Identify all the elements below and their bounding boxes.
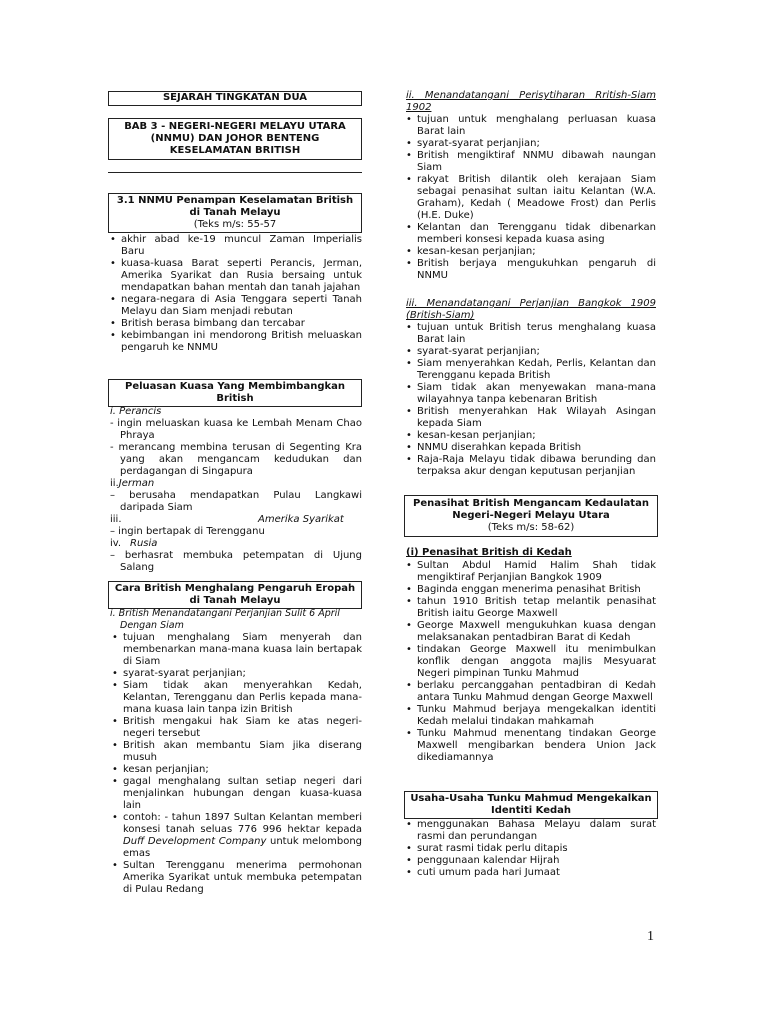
list-item: • surat rasmi tidak perlu ditapis: [404, 843, 656, 855]
section-heading-line: Identiti Kedah: [490, 805, 572, 816]
company-name: Duff Development Company: [123, 836, 267, 847]
list-item: • kesan perjanjian;: [110, 764, 362, 776]
list-item: – berusaha mendapatkan Pulau Langkawi daripada Siam: [110, 490, 362, 513]
list-item: • Raja-Raja Melayu tidak dibawa berunding dan terpaksa akur dengan keputusan perjanjian: [404, 454, 656, 478]
section-heading-line: di Tanah Melayu: [189, 595, 281, 606]
list-item: • kuasa-kuasa Barat seperti Perancis, Jerman, Amerika Syarikat dan Rusia bersaing untuk mendapatkan bahan mentah dan tanah jajahan: [108, 258, 362, 294]
subheading-rusia: [110, 538, 362, 550]
bullet-list: [108, 234, 362, 354]
list-item: • Tunku Mahmud berjaya mengekalkan identiti Kedah melalui tindakan mahkamah: [404, 704, 656, 728]
bullet-list: [110, 632, 362, 896]
list-item: • syarat-syarat perjanjian;: [404, 138, 656, 150]
list-item: • tindakan George Maxwell itu menimbulkan konflik dengan anggota majlis Mesyuarat Negeri pimpinan Tunku Mahmud: [404, 644, 656, 680]
list-item: • tujuan untuk menghalang perluasan kuasa Barat lain: [404, 114, 656, 138]
section-heading-box: [404, 791, 658, 819]
section-heading-line: Peluasan Kuasa Yang Membimbangkan: [124, 381, 346, 392]
list-item: • Baginda enggan menerima penasihat British: [404, 584, 656, 596]
list-item: • Sultan Terengganu menerima permohonan Amerika Syarikat untuk membuka petempatan di Pulau Redang: [110, 860, 362, 896]
divider: [108, 172, 362, 173]
bullet-list: [404, 114, 656, 282]
document-title: SEJARAH TINGKATAN DUA: [162, 92, 308, 103]
section-heading-box: [108, 193, 362, 233]
list-item: - ingin meluaskan kuasa ke Lembah Menam Chao Phraya: [110, 418, 362, 441]
chapter-title-line: (NNMU) DAN JOHOR BENTENG: [150, 133, 320, 144]
list-item: - merancang membina terusan di Segenting Kra yang akan mengancam kedudukan dan perdagangan di Singapura: [110, 442, 362, 477]
contoh-text: contoh: - tahun 1897 Sultan Kelantan memberi konsesi tanah seluas 776 996 hektar kepada: [123, 812, 362, 835]
section-heading-box: [404, 495, 658, 537]
list-item: • menggunakan Bahasa Melayu dalam surat rasmi dan perundangan: [404, 819, 656, 843]
list-item: • Siam tidak akan menyerahkan Kedah, Kelantan, Terengganu dan Perlis kepada mana-mana kuasa lain tanpa izin British: [110, 680, 362, 716]
list-item: • tahun 1910 British tetap melantik penasihat British iaitu George Maxwell: [404, 596, 656, 620]
list-item: • kebimbangan ini mendorong British meluaskan pengaruh ke NNMU: [108, 330, 362, 354]
page-reference: (Teks m/s: 55-57: [193, 219, 277, 230]
subheading: ii. Menandatangani Perisytiharan Rritish-Siam 1902: [406, 90, 656, 113]
list-item: • rakyat British dilantik oleh kerajaan Siam sebagai penasihat sultan iaitu Kelantan (W.A. Graham), Kedah ( Meadowe Frost) dan Perlis (H.E. Duke): [404, 174, 656, 222]
contoh-text: untuk melombong emas: [123, 836, 362, 859]
bullet-list: [404, 322, 656, 478]
subheading-perancis: i. Perancis: [110, 406, 162, 417]
section-heading-line: 3.1 NNMU Penampan Keselamatan British: [116, 195, 354, 206]
subheading-jerman: [110, 478, 362, 490]
list-item: • kesan-kesan perjanjian;: [404, 430, 656, 442]
list-item: • berlaku percanggahan pentadbiran di Kedah antara Tunku Mahmud dengan George Maxwell: [404, 680, 656, 704]
section-heading-line: di Tanah Melayu: [189, 207, 281, 218]
section-heading-line: Negeri-Negeri Melayu Utara: [452, 510, 610, 521]
list-item: • kesan-kesan perjanjian;: [404, 246, 656, 258]
list-item: • Siam menyerahkan Kedah, Perlis, Kelantan dan Terengganu kepada British: [404, 358, 656, 382]
subheading: iii. Menandatangani Perjanjian Bangkok 1909 (British-Siam): [406, 298, 656, 321]
list-item: – ingin bertapak di Terengganu: [110, 526, 265, 537]
peluasan-content: [110, 406, 362, 574]
list-item: • George Maxwell mengukuhkan kuasa dengan melaksanakan pentadbiran Barat di Kedah: [404, 620, 656, 644]
page-number: 1: [647, 929, 654, 944]
section-heading-box: [108, 581, 362, 609]
list-item: • akhir abad ke-19 muncul Zaman Imperialis Baru: [108, 234, 362, 258]
subheading-number: ii.: [110, 478, 119, 489]
list-item: • British berasa bimbang dan tercabar: [108, 318, 362, 330]
list-item: • syarat-syarat perjanjian;: [110, 668, 362, 680]
subheading-number: iv.: [110, 538, 122, 549]
list-item: • Siam tidak akan menyewakan mana-mana wilayahnya tanpa kebenaran British: [404, 382, 656, 406]
bullet-list: [404, 560, 656, 764]
list-item: • gagal menghalang sultan setiap negeri dari menjalinkan hubungan dengan kuasa-kuasa lain: [110, 776, 362, 812]
list-item: • British akan membantu Siam jika diserang musuh: [110, 740, 362, 764]
chapter-title-line: BAB 3 - NEGERI-NEGERI MELAYU UTARA: [124, 121, 346, 132]
subheading-amerika: [110, 514, 362, 526]
subheading: i. British Menandatangani Perjanjian Sulit 6 April Dengan Siam: [110, 608, 340, 631]
section-heading-line: Usaha-Usaha Tunku Mahmud Mengekalkan: [410, 793, 652, 804]
section-heading-line: Cara British Menghalang Pengaruh Eropah: [114, 583, 356, 594]
chapter-title-line: KESELAMATAN BRITISH: [169, 145, 301, 156]
bullet-list: [404, 819, 656, 879]
section-heading-box: [108, 379, 362, 407]
list-item: • penggunaan kalendar Hijrah: [404, 855, 656, 867]
subheading-label: Rusia: [130, 538, 158, 549]
list-item: [110, 812, 362, 860]
document-title-box: [108, 91, 362, 106]
list-item: • NNMU diserahkan kepada British: [404, 442, 656, 454]
list-item: • Kelantan dan Terengganu tidak dibenarkan memberi konsesi kepada kuasa asing: [404, 222, 656, 246]
list-item: • Sultan Abdul Hamid Halim Shah tidak mengiktiraf Perjanjian Bangkok 1909: [404, 560, 656, 584]
page-reference: (Teks m/s: 58-62): [487, 522, 575, 533]
chapter-title-box: [108, 118, 362, 160]
list-item: • syarat-syarat perjanjian;: [404, 346, 656, 358]
list-item: • British berjaya mengukuhkan pengaruh di NNMU: [404, 258, 656, 282]
list-item: • tujuan menghalang Siam menyerah dan membenarkan mana-mana kuasa lain bertapak di Siam: [110, 632, 362, 668]
list-item: • British menyerahkan Hak Wilayah Asingan kepada Siam: [404, 406, 656, 430]
list-item: • tujuan untuk British terus menghalang kuasa Barat lain: [404, 322, 656, 346]
list-item: • Tunku Mahmud menentang tindakan George Maxwell mengibarkan bendera Union Jack dikediamannya: [404, 728, 656, 764]
subheading-label: Amerika Syarikat: [258, 514, 344, 525]
subheading-label: Jerman: [118, 478, 155, 489]
list-item: • British mengiktiraf NNMU dibawah naungan Siam: [404, 150, 656, 174]
subheading-number: iii.: [110, 514, 122, 525]
cara-content: [110, 608, 362, 896]
section-heading-line: Penasihat British Mengancam Kedaulatan: [413, 498, 649, 509]
list-item: – berhasrat membuka petempatan di Ujung Salang: [110, 550, 362, 573]
section-heading-line: British: [216, 393, 254, 404]
list-item: • cuti umum pada hari Jumaat: [404, 867, 656, 879]
subheading: (i) Penasihat British di Kedah: [406, 547, 572, 558]
list-item: • British mengakui hak Siam ke atas negeri-negeri tersebut: [110, 716, 362, 740]
list-item: • negara-negara di Asia Tenggara seperti Tanah Melayu dan Siam menjadi rebutan: [108, 294, 362, 318]
